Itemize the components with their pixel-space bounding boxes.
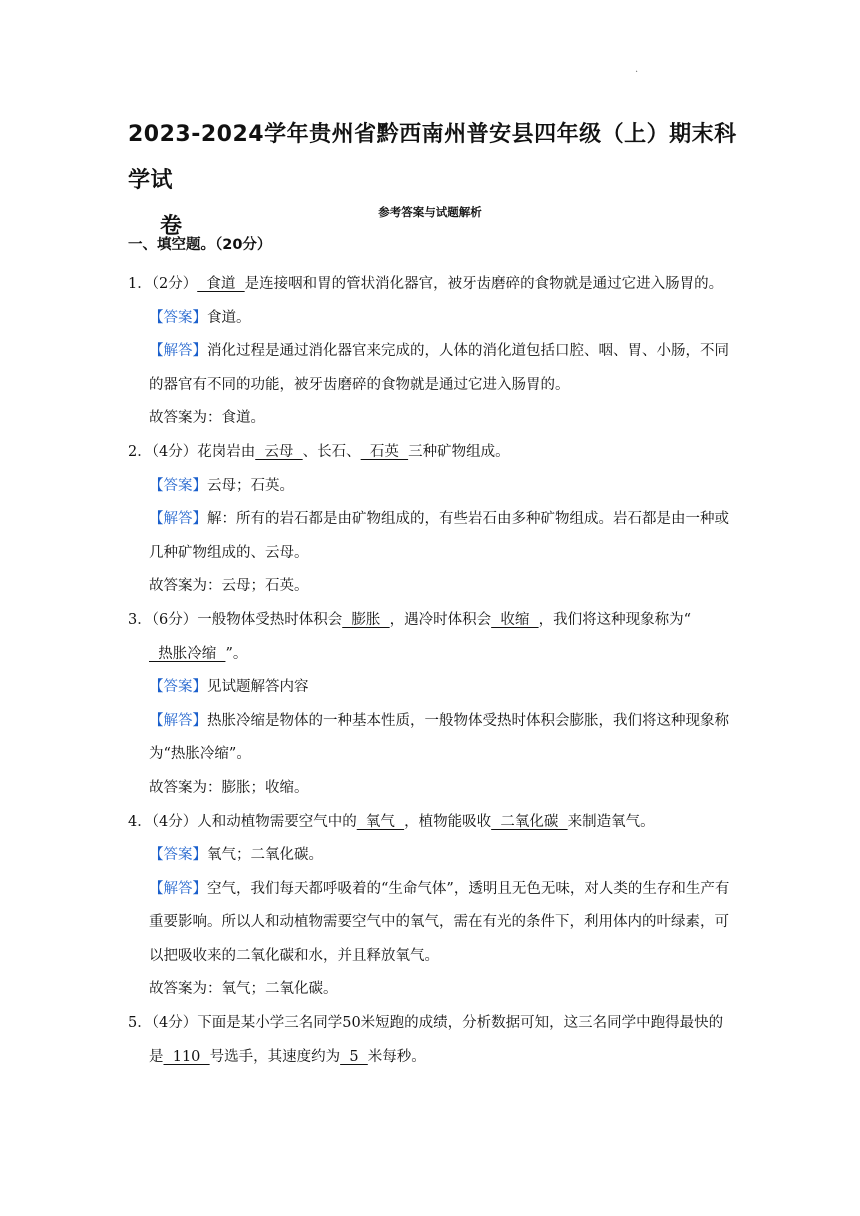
final-answer: 故答案为：膨胀；收缩。	[149, 779, 309, 796]
question-points: （4分）	[151, 813, 198, 830]
question-points: （4分）	[151, 1015, 198, 1032]
page-subtitle: 参考答案与试题解析	[378, 205, 482, 219]
question-text: ，遇冷时体积会	[389, 611, 492, 628]
question-points: （6分）	[151, 611, 198, 628]
question-text: 人和动植物需要空气中的	[197, 813, 357, 830]
question-text: ，植物能吸收	[404, 813, 492, 830]
question-points: （2分）	[151, 276, 198, 292]
answer-text: 食道。	[207, 309, 251, 326]
answer-tag: 【答案】	[149, 679, 207, 696]
question-number: 2．	[128, 443, 152, 460]
answer-blank: 食道	[197, 276, 245, 292]
question-text: ，我们将这种现象称为“	[538, 611, 692, 628]
question-2	[128, 436, 732, 470]
section-heading: 一、填空题。（20分）	[128, 237, 272, 253]
answer-text: 见试题解答内容	[207, 679, 309, 696]
answer-blank: 石英	[360, 443, 409, 460]
questions-body	[128, 268, 732, 1074]
analysis-text: 解：所有的岩石都是由矿物组成的，有些岩石由多种矿物组成。岩石都是由一种或几种矿物组成的、云母。	[149, 511, 729, 561]
answer-text: 氧气；二氧化碳。	[207, 847, 323, 864]
question-text: 三种矿物组成。	[408, 443, 510, 460]
analysis-line	[128, 873, 732, 974]
page-title	[128, 112, 748, 250]
answer-line	[128, 839, 732, 873]
answer-tag: 【答案】	[149, 847, 207, 864]
answer-blank: 氧气	[356, 813, 405, 830]
final-answer: 故答案为：云母；石英。	[149, 578, 309, 595]
answer-line	[128, 470, 732, 504]
answer-blank: 110	[163, 1048, 210, 1065]
analysis-line	[128, 503, 732, 570]
answer-tag: 【答案】	[149, 309, 207, 326]
question-text: 米每秒。	[367, 1048, 426, 1065]
question-text: 一般物体受热时体积会	[197, 611, 343, 628]
header-dot: .	[635, 64, 639, 75]
question-text: 、长石、	[302, 443, 361, 460]
answer-blank: 二氧化碳	[491, 813, 568, 830]
analysis-line	[128, 705, 732, 772]
analysis-tag: 【解答】	[149, 880, 207, 897]
question-5	[128, 1007, 732, 1074]
answer-blank: 热胀冷缩	[149, 645, 226, 662]
question-3	[128, 604, 732, 671]
final-answer: 故答案为：氧气；二氧化碳。	[149, 981, 338, 998]
answer-blank: 膨胀	[342, 611, 390, 628]
answer-line	[128, 671, 732, 705]
title-line-2: 卷	[160, 214, 183, 239]
answer-text: 云母；石英。	[207, 477, 294, 494]
question-number: 5．	[128, 1015, 152, 1032]
question-text: 号选手，其速度约为	[209, 1048, 341, 1065]
answer-tag: 【答案】	[149, 477, 207, 494]
analysis-text: 热胀冷缩是物体的一种基本性质，一般物体受热时体积会膨胀，我们将这种现象称为“热胀冷缩”。	[149, 712, 729, 763]
answer-blank: 云母	[255, 443, 303, 460]
answer-line	[128, 302, 732, 336]
question-text: ”。	[225, 645, 248, 662]
answer-blank: 收缩	[491, 611, 539, 628]
question-number: 4．	[128, 813, 152, 830]
question-4	[128, 806, 732, 840]
question-1	[128, 268, 732, 302]
analysis-tag: 【解答】	[149, 343, 207, 360]
analysis-line	[128, 335, 732, 402]
analysis-text: 消化过程是通过消化器官来完成的，人体的消化道包括口腔、咽、胃、小肠，不同的器官有不同的功能，被牙齿磨碎的食物就是通过它进入肠胃的。	[149, 343, 729, 393]
question-points: （4分）	[151, 443, 198, 460]
question-number: 1．	[128, 276, 152, 292]
analysis-text: 空气，我们每天都呼吸着的“生命气体”，透明且无色无味，对人类的生存和生产有重要影响。所以人和动植物需要空气中的氧气，需在有光的条件下，利用体内的叶绿素，可以把吸收来的二氧化碳和水，并且释放氧气。	[149, 880, 730, 964]
question-number: 3．	[128, 611, 152, 628]
answer-blank: 5	[340, 1048, 368, 1065]
question-text: 是连接咽和胃的管状消化器官，被牙齿磨碎的食物就是通过它进入肠胃的。	[244, 276, 724, 292]
question-text: 花岗岩由	[197, 443, 256, 460]
question-text: 下面是某小学三名同学50米短跑的成绩，分析数据可知，这三名同学中跑得最快的是	[149, 1015, 724, 1065]
question-text: 来制造氧气。	[567, 813, 655, 830]
analysis-tag: 【解答】	[149, 712, 207, 729]
analysis-tag: 【解答】	[149, 511, 207, 528]
title-line-1: 2023-2024学年贵州省黔西南州普安县四年级（上）期末科学试	[128, 122, 737, 193]
final-answer: 故答案为：食道。	[149, 410, 265, 427]
